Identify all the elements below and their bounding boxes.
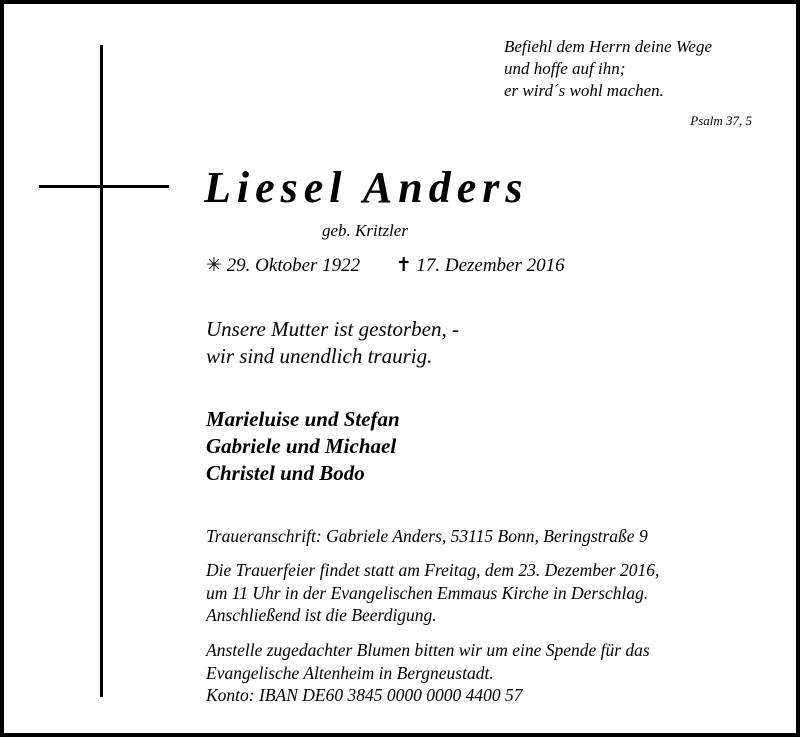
donation-line: Konto: IBAN DE60 3845 0000 0000 4400 57 (206, 685, 523, 705)
verse-line: Befiehl dem Herrn deine Wege (504, 37, 713, 56)
cross-vertical-bar (100, 45, 103, 697)
address-line: Traueranschrift: Gabriele Anders, 53115 Bonn, Beringstraße 9 (206, 526, 648, 546)
deceased-name: Liesel Anders (204, 163, 529, 212)
mourner-entry: Marieluise und Stefan (206, 407, 400, 431)
funeral-line: Anschließend ist die Beerdigung. (206, 605, 437, 625)
verse-line: und hoffe auf ihn; (504, 59, 626, 78)
quote-line: wir sind unendlich traurig. (206, 344, 433, 368)
death-cross-icon: ✝ (395, 255, 412, 276)
donation-line: Evangelische Altenheim in Bergneustadt. (206, 662, 494, 683)
cross-horizontal-bar (39, 185, 169, 188)
verse-source: Psalm 37, 5 (690, 113, 752, 128)
maiden-name: geb. Kritzler (322, 221, 408, 240)
mourning-address (206, 525, 648, 548)
funeral-info (206, 559, 659, 627)
verse-line: er wird´s wohl machen. (504, 81, 664, 100)
donation-line: Anstelle zugedachter Blumen bitten wir um eine Spende für das (206, 640, 650, 660)
mourner-entry: Christel und Bodo (206, 461, 365, 485)
birth-star-icon: ✳ (206, 255, 222, 276)
funeral-line: um 11 Uhr in der Evangelischen Emmaus Kirche in Derschlag. (206, 582, 649, 603)
mourner-entry: Gabriele und Michael (206, 434, 397, 458)
mourning-quote (206, 316, 459, 370)
mourners-list (206, 406, 400, 487)
bible-verse (504, 36, 712, 102)
life-dates (206, 254, 565, 277)
birth-date: 29. Oktober 1922 (226, 255, 361, 276)
funeral-line: Die Trauerfeier findet statt am Freitag, dem 23. Dezember 2016, (206, 560, 660, 580)
death-date: 17. Dezember 2016 (416, 255, 565, 276)
quote-line: Unsere Mutter ist gestorben, - (206, 317, 459, 341)
donation-info (206, 639, 650, 707)
